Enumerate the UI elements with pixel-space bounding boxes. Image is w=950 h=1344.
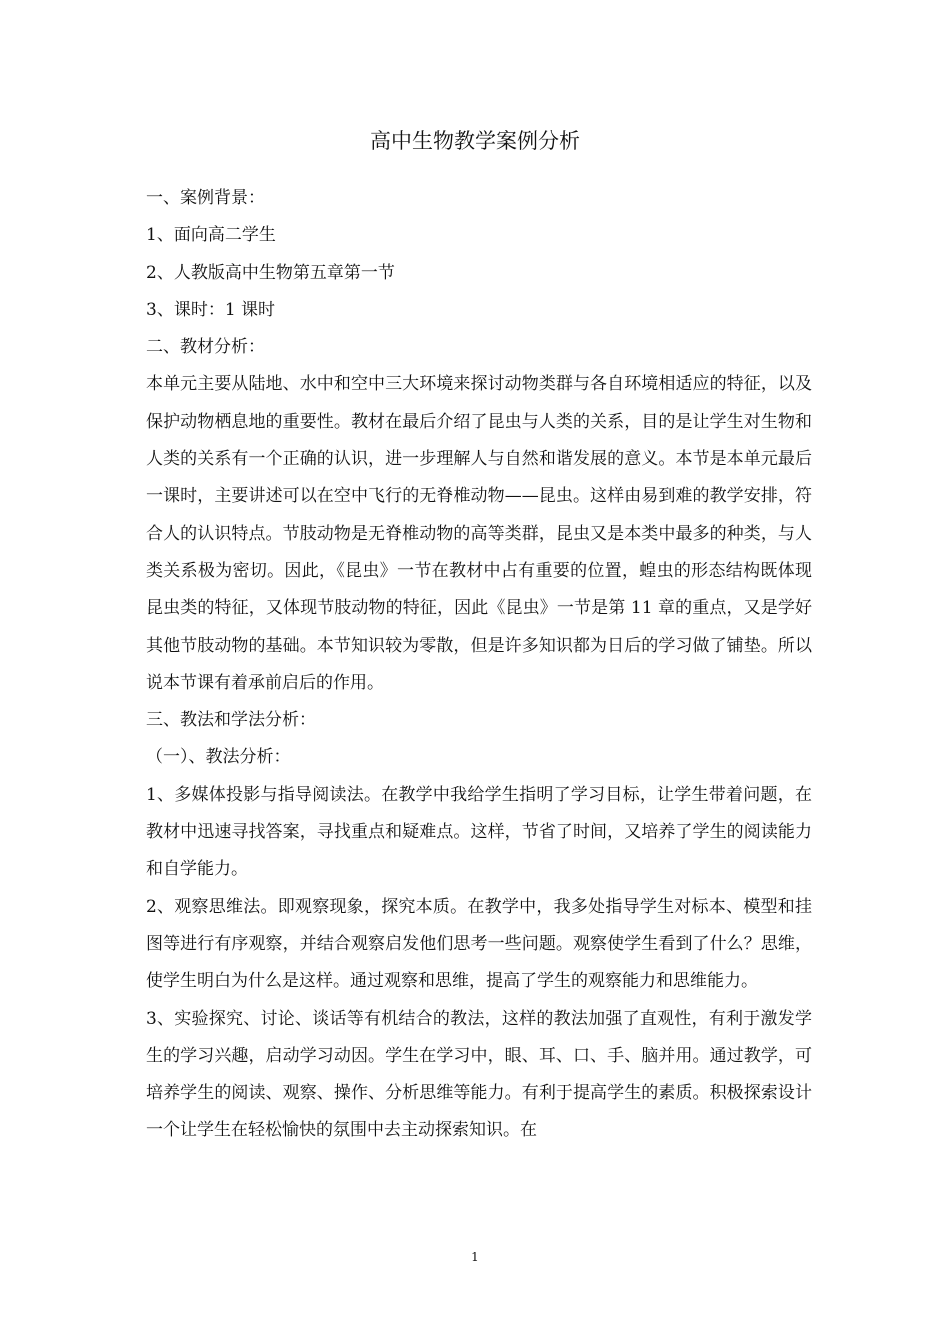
list-item: 2、人教版高中生物第五章第一节 <box>146 262 395 283</box>
section-heading-textbook-analysis: 二、教材分析： <box>146 337 265 358</box>
subsection-heading-teaching-methods: （一）、教法分析： <box>146 747 291 768</box>
body-paragraph: 1、多媒体投影与指导阅读法。在教学中我给学生指明了学习目标，让学生带着问题，在教材中迅速寻找答案，寻找重点和疑难点。这样，节省了时间，又培养了学生的阅读能力和自学能力。 <box>146 784 812 880</box>
document-title: 高中生物教学案例分析 <box>370 129 580 153</box>
body-paragraph: 3、实验探究、讨论、谈话等有机结合的教法，这样的教法加强了直观性，有利于激发学生的学习兴趣，启动学习动因。学生在学习中，眼、耳、口、手、脑并用。通过教学，可培养学生的阅读、观察、操作、分析思维等能力。有利于提高学生的素质。积极探索设计一个让学生在轻松愉快的氛围中去主动探索知识。在 <box>146 1008 812 1141</box>
document-body <box>146 180 812 1150</box>
body-paragraph: 本单元主要从陆地、水中和空中三大环境来探讨动物类群与各自环境相适应的特征，以及保护动物栖息地的重要性。教材在最后介绍了昆虫与人类的关系，目的是让学生对生物和人类的关系有一个正确的认识，进一步理解人与自然和谐发展的意义。本节是本单元最后一课时，主要讲述可以在空中飞行的无脊椎动物——昆虫。这样由易到难的教学安排，符合人的认识特点。节肢动物是无脊椎动物的高等类群，昆虫又是本类中最多的种类，与人类关系极为密切。因此，《昆虫》一节在教材中占有重要的位置，蝗虫的形态结构既体现昆虫类的特征，又体现节肢动物的特征，因此《昆虫》一节是第 11 章的重点，又是学好其他节肢动物的基础。本节知识较为零散，但是许多知识都为日后的学习做了铺垫。所以说本节课有着承前启后的作用。 <box>146 374 812 693</box>
body-paragraph: 2、观察思维法。即观察现象，探究本质。在教学中，我多处指导学生对标本、模型和挂图等进行有序观察，并结合观察启发他们思考一些问题。观察使学生看到了什么？思维，使学生明白为什么是这样。通过观察和思维，提高了学生的观察能力和思维能力。 <box>146 896 812 992</box>
list-item: 3、课时：1 课时 <box>146 299 276 320</box>
section-heading-background: 一、案例背景： <box>146 188 265 208</box>
section-heading-methods: 三、教法和学法分析： <box>146 710 316 731</box>
page-number: 1 <box>471 1250 479 1264</box>
list-item: 1、面向高二学生 <box>146 225 276 246</box>
